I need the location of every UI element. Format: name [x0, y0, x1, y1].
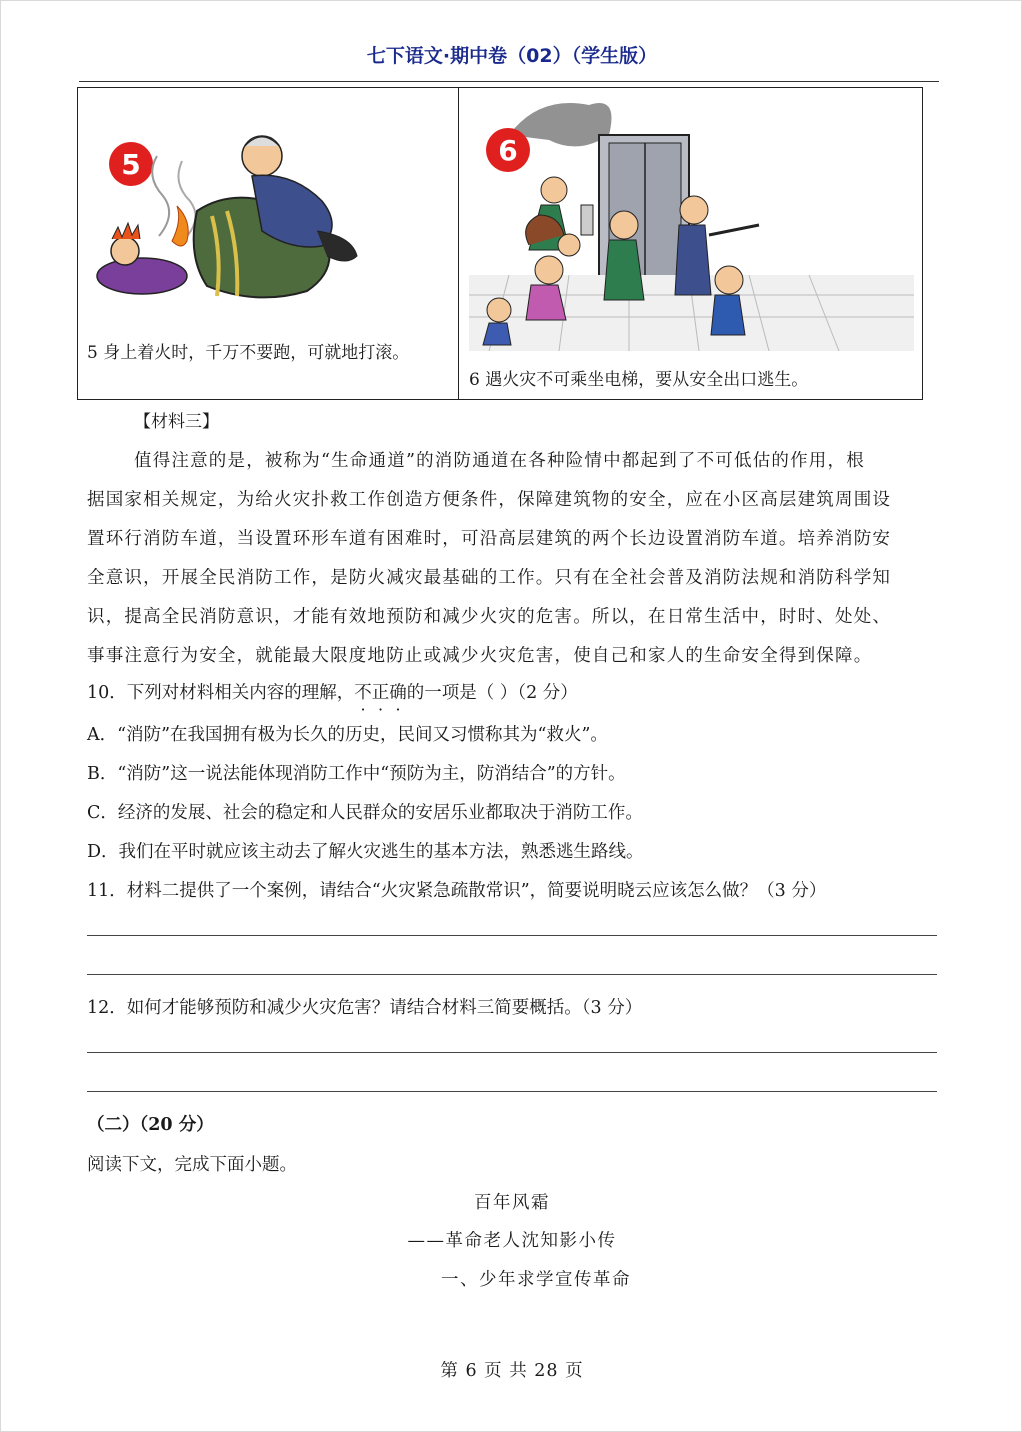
material-three-line: 值得注意的是，被称为“生命通道”的消防通道在各种险情中都起到了不可低估的作用，根	[134, 451, 865, 471]
question-10-option-c: C．经济的发展、社会的稳定和人民群众的安居乐业都取决于消防工作。	[87, 803, 643, 823]
material-three-heading: 【材料三】	[134, 412, 219, 432]
illustration-6-caption: 6 遇火灾不可乘坐电梯，要从安全出口逃生。	[469, 370, 809, 390]
badge-5-number: 5	[121, 148, 141, 181]
page-footer: 第 6 页 共 28 页	[440, 1361, 584, 1381]
material-three-line: 事事注意行为安全，就能最大限度地防止或减少火灾危害，使自己和家人的生命安全得到保障。	[87, 646, 873, 666]
question-11-stem: 11．材料二提供了一个案例，请结合“火灾紧急疏散常识”，简要说明晓云应该怎么做？（3 分）	[87, 881, 827, 901]
page-header-title: 七下语文·期中卷（02）（学生版）	[366, 45, 658, 67]
article-chapter-heading: 一、少年求学宣传革命	[441, 1270, 631, 1290]
illustration-rolling-on-fire	[87, 121, 447, 331]
section-two-heading: （二）（20 分）	[87, 1115, 214, 1135]
question-10-suffix: 的一项是（ ）（2 分）	[406, 683, 578, 703]
material-three-line: 据国家相关规定，为给火灾扑救工作创造方便条件，保障建筑物的安全，应在小区高层建筑周围设	[87, 490, 892, 510]
question-10-emphasis-3: 确	[389, 683, 407, 703]
question-10-stem	[87, 679, 578, 704]
article-subtitle: ——革命老人沈知影小传	[407, 1231, 617, 1251]
section-two-instruction: 阅读下文，完成下面小题。	[87, 1155, 297, 1175]
answer-line-q12-1[interactable]	[87, 1052, 937, 1053]
answer-line-q11-2[interactable]	[87, 974, 937, 975]
question-10-option-b: B．“消防”这一说法能体现消防工作中“预防为主，防消结合”的方针。	[87, 764, 626, 784]
question-10-emphasis-2: 正	[371, 683, 390, 703]
answer-line-q12-2[interactable]	[87, 1091, 937, 1092]
answer-line-q11-1[interactable]	[87, 935, 937, 936]
article-title: 百年风霜	[474, 1193, 550, 1213]
illustration-table-divider	[458, 87, 459, 400]
question-12-stem: 12．如何才能够预防和减少火灾危害？请结合材料三简要概括。（3 分）	[87, 998, 643, 1018]
illustration-5-caption: 5 身上着火时，千万不要跑，可就地打滚。	[87, 343, 410, 363]
question-10-emphasis-1: 不	[354, 683, 372, 703]
header-divider	[79, 81, 939, 82]
material-three-line: 全意识，开展全民消防工作，是防火减灾最基础的工作。只有在全社会普及消防法规和消防科学知	[87, 568, 892, 588]
question-10-option-d: D．我们在平时就应该主动去了解火灾逃生的基本方法，熟悉逃生路线。	[87, 842, 644, 862]
illustration-no-elevator	[469, 95, 914, 351]
question-10-prefix: 10．下列对材料相关内容的理解，	[87, 683, 355, 703]
badge-6-number: 6	[498, 134, 518, 167]
material-three-line: 置环行消防车道，当设置环形车道有困难时，可沿高层建筑的两个长边设置消防车道。培养消防安	[87, 529, 892, 549]
question-10-option-a: A．“消防”在我国拥有极为长久的历史，民间又习惯称其为“救火”。	[87, 725, 608, 745]
material-three-line: 识，提高全民消防意识，才能有效地预防和减少火灾的危害。所以，在日常生活中，时时、处处、	[87, 607, 892, 627]
